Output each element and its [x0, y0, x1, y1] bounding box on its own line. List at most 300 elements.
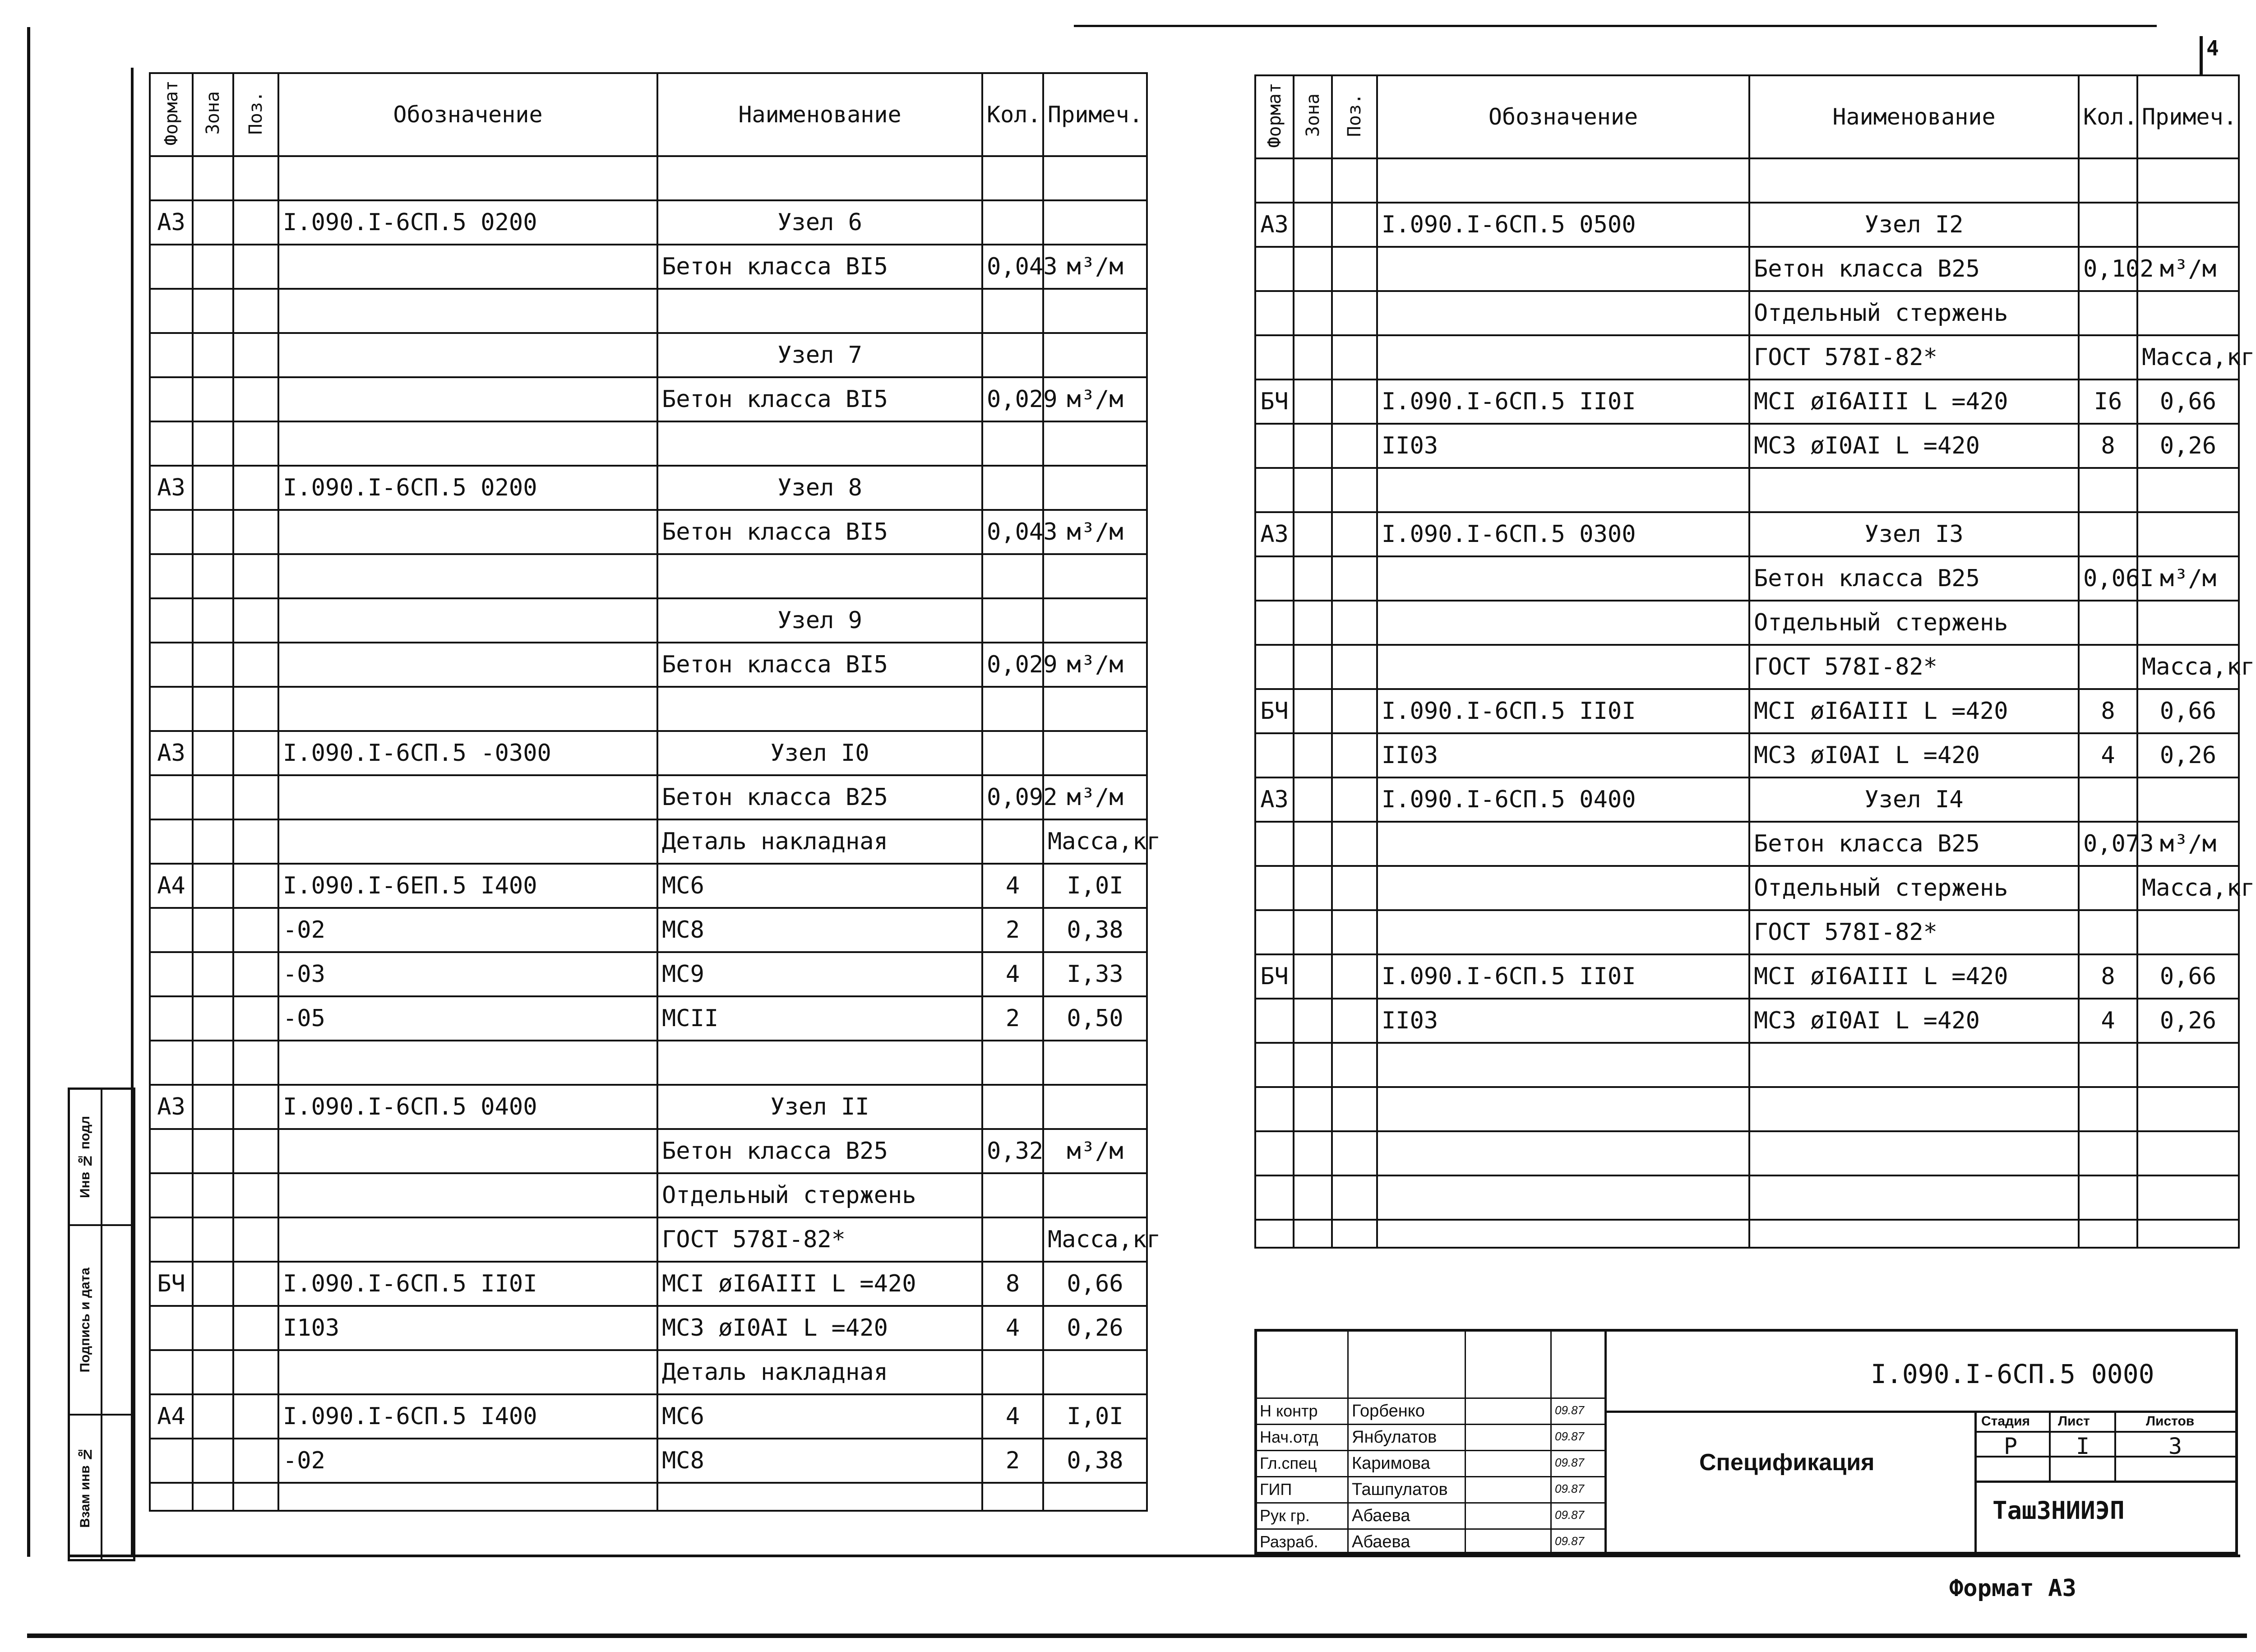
designation-cell: [278, 1129, 657, 1173]
pos-cell: [1332, 335, 1377, 379]
zone-cell: [193, 598, 233, 643]
table-row: [150, 377, 1147, 421]
name-cell: [1749, 1087, 2079, 1131]
table-row: [150, 1041, 1147, 1085]
pos-cell: [1332, 1175, 1377, 1220]
qty-cell: 4: [982, 1306, 1043, 1350]
note-cell: [2137, 468, 2239, 512]
designation-cell: [1377, 556, 1749, 601]
note-cell: [1043, 289, 1147, 333]
zone-cell: [193, 377, 233, 421]
table-row: [150, 466, 1147, 510]
note-cell: Масса,кг: [1043, 1217, 1147, 1262]
format-cell: [150, 377, 193, 421]
signature-row: [1257, 1424, 1604, 1451]
zone-cell: [193, 245, 233, 289]
format-cell: [150, 1173, 193, 1217]
zone-cell: [193, 1129, 233, 1173]
zone-cell: [193, 1306, 233, 1350]
format-cell: [150, 1129, 193, 1173]
note-cell: [2137, 291, 2239, 335]
format-cell: [1255, 1220, 1294, 1248]
qty-cell: 0,092: [982, 775, 1043, 819]
note-cell: 0,66: [2137, 954, 2239, 999]
pos-cell: [1332, 158, 1377, 203]
designation-cell: [278, 289, 657, 333]
table-row: [1255, 999, 2239, 1043]
format-cell: [150, 1306, 193, 1350]
role-label: Гл.спец: [1260, 1454, 1317, 1472]
name-cell: [657, 554, 982, 598]
format-cell: [150, 245, 193, 289]
document-title: Спецификация: [1699, 1449, 1875, 1476]
organization-name: ТашЗНИИЭП: [1992, 1496, 2125, 1525]
role-label: Нач.отд: [1260, 1428, 1318, 1446]
sign-date: 09.87: [1555, 1508, 1585, 1522]
note-cell: I,33: [1043, 952, 1147, 996]
name-cell: Деталь накладная: [657, 1350, 982, 1394]
page-number: 4: [2206, 36, 2219, 60]
qty-cell: 0,102: [2079, 247, 2137, 291]
name-cell: [1749, 1220, 2079, 1248]
zone-cell: [1294, 512, 1332, 556]
note-cell: м³/м: [2137, 247, 2239, 291]
side-stamp-labels: [70, 1090, 102, 1559]
qty-cell: 8: [2079, 424, 2137, 468]
note-cell: [1043, 1085, 1147, 1129]
pos-cell: [1332, 556, 1377, 601]
designation-cell: I.090.I-6СП.5 II0I: [1377, 379, 1749, 424]
designation-cell: [278, 598, 657, 643]
name-cell: МС3 øI0AI L =420: [1749, 733, 2079, 777]
pos-cell: [233, 1350, 278, 1394]
qty-cell: [2079, 645, 2137, 689]
table-row: [150, 598, 1147, 643]
designation-cell: I103: [278, 1306, 657, 1350]
designation-cell: II03: [1377, 424, 1749, 468]
format-cell: БЧ: [1255, 954, 1294, 999]
table-row: [1255, 1175, 2239, 1220]
zone-cell: [193, 510, 233, 554]
format-cell: [1255, 1131, 1294, 1175]
qty-cell: [2079, 601, 2137, 645]
qty-cell: 8: [2079, 689, 2137, 733]
note-cell: [2137, 158, 2239, 203]
table-row: [150, 643, 1147, 687]
qty-cell: 0,029: [982, 643, 1043, 687]
designation-cell: [278, 775, 657, 819]
name-cell: МС3 øI0AI L =420: [657, 1306, 982, 1350]
name-cell: Бетон класса BI5: [657, 510, 982, 554]
qty-cell: 4: [982, 1394, 1043, 1439]
qty-cell: [982, 289, 1043, 333]
designation-cell: [278, 245, 657, 289]
zone-cell: [1294, 689, 1332, 733]
designation-cell: I.090.I-6СП.5 0400: [1377, 777, 1749, 822]
zone-cell: [193, 687, 233, 731]
pos-cell: [1332, 1087, 1377, 1131]
format-cell: [150, 908, 193, 952]
document-code: I.090.I-6СП.5 0000: [1871, 1359, 2154, 1389]
zone-cell: [193, 1439, 233, 1483]
designation-cell: [1377, 1043, 1749, 1087]
note-cell: [1043, 1041, 1147, 1085]
qty-cell: 2: [982, 1439, 1043, 1483]
table-row: [150, 289, 1147, 333]
note-cell: [1043, 1173, 1147, 1217]
table-row: [150, 1350, 1147, 1394]
bottom-rule: [27, 1633, 2247, 1638]
qty-cell: [982, 1217, 1043, 1262]
format-cell: А3: [150, 200, 193, 245]
designation-cell: I.090.I-6СП.5 II0I: [1377, 954, 1749, 999]
designation-cell: [1377, 1175, 1749, 1220]
table-row: [150, 775, 1147, 819]
qty-cell: [2079, 1087, 2137, 1131]
format-cell: А3: [1255, 777, 1294, 822]
pos-cell: [233, 687, 278, 731]
table-row: [1255, 1043, 2239, 1087]
name-cell: Узел 6: [657, 200, 982, 245]
zone-cell: [1294, 777, 1332, 822]
designation-cell: [1377, 291, 1749, 335]
qty-cell: 0,043: [982, 510, 1043, 554]
format-cell: [1255, 158, 1294, 203]
left-spec-body: [150, 156, 1161, 1511]
format-cell: А3: [150, 731, 193, 775]
side-cell-sign: Подпись и дата: [70, 1226, 101, 1416]
zone-cell: [1294, 379, 1332, 424]
designation-cell: [1377, 910, 1749, 954]
sign-date: 09.87: [1555, 1456, 1585, 1469]
format-cell: [150, 598, 193, 643]
zone-cell: [1294, 468, 1332, 512]
pos-cell: [1332, 689, 1377, 733]
format-cell: [1255, 556, 1294, 601]
format-cell: А4: [150, 1394, 193, 1439]
pos-cell: [233, 996, 278, 1041]
designation-cell: I.090.I-6СП.5 0200: [278, 200, 657, 245]
zone-cell: [193, 1262, 233, 1306]
header-format: Формат: [150, 73, 193, 156]
format-cell: [1255, 999, 1294, 1043]
zone-cell: [193, 1394, 233, 1439]
note-cell: 0,26: [2137, 733, 2239, 777]
designation-cell: [1377, 645, 1749, 689]
note-cell: [1043, 1350, 1147, 1394]
name-cell: [657, 687, 982, 731]
note-cell: м³/м: [1043, 510, 1147, 554]
table-row: [1255, 158, 2239, 203]
format-cell: [1255, 822, 1294, 866]
note-cell: м³/м: [1043, 1129, 1147, 1173]
header-qty: Кол.: [982, 73, 1043, 156]
note-cell: 0,26: [2137, 999, 2239, 1043]
zone-cell: [193, 1350, 233, 1394]
format-cell: [150, 819, 193, 864]
designation-cell: -02: [278, 1439, 657, 1483]
zone-cell: [193, 554, 233, 598]
signature-row: [1257, 1397, 1604, 1425]
stage-label: Стадия: [1981, 1414, 2030, 1429]
zone-cell: [1294, 158, 1332, 203]
pos-cell: [233, 908, 278, 952]
zone-cell: [193, 996, 233, 1041]
designation-cell: [278, 1041, 657, 1085]
designation-cell: [278, 687, 657, 731]
designation-cell: II03: [1377, 999, 1749, 1043]
table-row: [1255, 335, 2239, 379]
table-row: [150, 1394, 1147, 1439]
table-row: [1255, 468, 2239, 512]
zone-cell: [1294, 910, 1332, 954]
name-cell: Бетон класса В25: [657, 775, 982, 819]
name-cell: МС3 øI0AI L =420: [1749, 424, 2079, 468]
designation-cell: [1377, 601, 1749, 645]
pos-cell: [233, 1262, 278, 1306]
format-cell: [150, 996, 193, 1041]
name-cell: ГОСТ 578I-82*: [1749, 645, 2079, 689]
designation-cell: [278, 377, 657, 421]
name-cell: МСI øI6AIII L =420: [657, 1262, 982, 1306]
name-cell: Узел 9: [657, 598, 982, 643]
right-spec-body: [1255, 158, 2255, 1248]
name-cell: ГОСТ 578I-82*: [1749, 910, 2079, 954]
qty-cell: 0,043: [982, 245, 1043, 289]
note-cell: [1043, 731, 1147, 775]
table-row: [1255, 379, 2239, 424]
qty-cell: 8: [982, 1262, 1043, 1306]
note-cell: [1043, 1483, 1147, 1511]
pos-cell: [233, 1217, 278, 1262]
left-border-line: [27, 27, 30, 1557]
header-name: Наименование: [1749, 75, 2079, 158]
note-cell: [2137, 1087, 2239, 1131]
zone-cell: [1294, 203, 1332, 247]
header-designation: Обозначение: [1377, 75, 1749, 158]
qty-cell: [982, 156, 1043, 200]
table-row: [150, 554, 1147, 598]
designation-cell: [278, 333, 657, 377]
frame-bottom-line: [68, 1555, 2240, 1557]
header-name: Наименование: [657, 73, 982, 156]
format-cell: А3: [150, 466, 193, 510]
note-cell: м³/м: [1043, 377, 1147, 421]
name-cell: МС6: [657, 864, 982, 908]
table-row: [150, 200, 1147, 245]
name-cell: Деталь накладная: [657, 819, 982, 864]
pos-cell: [1332, 468, 1377, 512]
qty-cell: [2079, 910, 2137, 954]
header-pos: Поз.: [1332, 75, 1377, 158]
qty-cell: [2079, 512, 2137, 556]
header-designation: Обозначение: [278, 73, 657, 156]
format-cell: [1255, 335, 1294, 379]
table-row: [1255, 645, 2239, 689]
format-cell: [150, 554, 193, 598]
designation-cell: I.090.I-6СП.5 I400: [278, 1394, 657, 1439]
top-rule: [1074, 25, 2157, 27]
table-row: [150, 245, 1147, 289]
qty-cell: 0,32: [982, 1129, 1043, 1173]
person-name: Абаева: [1352, 1532, 1410, 1551]
format-cell: [1255, 247, 1294, 291]
sheets-value: 3: [2168, 1433, 2182, 1459]
pos-cell: [1332, 247, 1377, 291]
qty-cell: [982, 1085, 1043, 1129]
zone-cell: [1294, 424, 1332, 468]
name-cell: [1749, 158, 2079, 203]
qty-cell: [982, 731, 1043, 775]
table-row: [150, 1217, 1147, 1262]
header-zone: Зона: [193, 73, 233, 156]
designation-cell: II03: [1377, 733, 1749, 777]
table-row: [1255, 203, 2239, 247]
note-cell: [1043, 687, 1147, 731]
pos-cell: [1332, 866, 1377, 910]
name-cell: Бетон класса В25: [657, 1129, 982, 1173]
note-cell: I,0I: [1043, 1394, 1147, 1439]
qty-cell: 4: [2079, 999, 2137, 1043]
name-cell: Отдельный стержень: [1749, 601, 2079, 645]
note-cell: 0,66: [2137, 689, 2239, 733]
designation-cell: [1377, 158, 1749, 203]
format-cell: [150, 333, 193, 377]
note-cell: [2137, 1131, 2239, 1175]
table-row: [150, 1085, 1147, 1129]
qty-cell: 8: [2079, 954, 2137, 999]
format-cell: [150, 1439, 193, 1483]
zone-cell: [193, 952, 233, 996]
table-row: [150, 510, 1147, 554]
qty-cell: [982, 200, 1043, 245]
pos-cell: [233, 775, 278, 819]
name-cell: Узел 8: [657, 466, 982, 510]
name-cell: Узел I2: [1749, 203, 2079, 247]
pos-cell: [233, 200, 278, 245]
qty-cell: [2079, 866, 2137, 910]
table-row: [1255, 954, 2239, 999]
note-cell: 0,26: [2137, 424, 2239, 468]
note-cell: [1043, 598, 1147, 643]
note-cell: [1043, 554, 1147, 598]
note-cell: [2137, 910, 2239, 954]
note-cell: I,0I: [1043, 864, 1147, 908]
pos-cell: [233, 643, 278, 687]
table-row: [150, 421, 1147, 466]
format-cell: А3: [150, 1085, 193, 1129]
designation-cell: I.090.I-6ЕП.5 I400: [278, 864, 657, 908]
format-cell: [1255, 468, 1294, 512]
designation-cell: -05: [278, 996, 657, 1041]
pos-cell: [1332, 1131, 1377, 1175]
name-cell: Бетон класса В25: [1749, 247, 2079, 291]
note-cell: [2137, 512, 2239, 556]
qty-cell: [2079, 1043, 2137, 1087]
format-label: Формат А3: [1949, 1575, 2076, 1602]
note-cell: [2137, 1220, 2239, 1248]
zone-cell: [1294, 556, 1332, 601]
table-row: [150, 996, 1147, 1041]
name-cell: Узел I3: [1749, 512, 2079, 556]
table-row: [150, 952, 1147, 996]
name-cell: МСI øI6AIII L =420: [1749, 379, 2079, 424]
qty-cell: [982, 687, 1043, 731]
pos-cell: [1332, 1043, 1377, 1087]
format-cell: [150, 687, 193, 731]
qty-cell: [2079, 291, 2137, 335]
name-cell: Отдельный стержень: [1749, 291, 2079, 335]
qty-cell: [2079, 335, 2137, 379]
name-cell: МС8: [657, 908, 982, 952]
designation-cell: [1377, 335, 1749, 379]
pos-cell: [233, 1439, 278, 1483]
zone-cell: [1294, 247, 1332, 291]
table-row: [150, 687, 1147, 731]
format-cell: [1255, 601, 1294, 645]
table-row: [1255, 512, 2239, 556]
qty-cell: 2: [982, 908, 1043, 952]
note-cell: Масса,кг: [1043, 819, 1147, 864]
name-cell: [657, 289, 982, 333]
note-cell: 0,26: [1043, 1306, 1147, 1350]
pos-cell: [1332, 601, 1377, 645]
side-cell-inv: Инв № подл: [70, 1090, 101, 1226]
name-cell: Бетон класса BI5: [657, 643, 982, 687]
pos-cell: [233, 1394, 278, 1439]
table-row: [150, 864, 1147, 908]
format-cell: [150, 156, 193, 200]
format-cell: [150, 775, 193, 819]
note-cell: [1043, 466, 1147, 510]
person-name: Ташпулатов: [1352, 1480, 1448, 1499]
table-row: [150, 1173, 1147, 1217]
zone-cell: [1294, 601, 1332, 645]
zone-cell: [1294, 1043, 1332, 1087]
designation-cell: [278, 156, 657, 200]
pos-cell: [233, 598, 278, 643]
note-cell: м³/м: [1043, 775, 1147, 819]
zone-cell: [193, 1217, 233, 1262]
qty-cell: 0,06I: [2079, 556, 2137, 601]
table-row: [1255, 1087, 2239, 1131]
format-cell: [1255, 866, 1294, 910]
note-cell: [2137, 1175, 2239, 1220]
role-label: Н контр: [1260, 1402, 1318, 1420]
role-label: Разраб.: [1260, 1532, 1318, 1551]
name-cell: Узел I0: [657, 731, 982, 775]
table-row: [150, 1129, 1147, 1173]
table-row: [150, 1483, 1147, 1511]
name-cell: [657, 1041, 982, 1085]
table-row: [1255, 1131, 2239, 1175]
format-cell: [1255, 645, 1294, 689]
name-cell: [657, 156, 982, 200]
designation-cell: [278, 1350, 657, 1394]
zone-cell: [1294, 645, 1332, 689]
sheet-value: I: [2076, 1433, 2090, 1459]
format-cell: [1255, 1175, 1294, 1220]
header-note: Примеч.: [1043, 73, 1147, 156]
pos-cell: [233, 952, 278, 996]
zone-cell: [193, 1483, 233, 1511]
table-row: [1255, 556, 2239, 601]
person-name: Горбенко: [1352, 1402, 1425, 1421]
designation-cell: [1377, 822, 1749, 866]
qty-cell: [2079, 1131, 2137, 1175]
table-row: [1255, 777, 2239, 822]
designation-cell: I.090.I-6СП.5 0200: [278, 466, 657, 510]
